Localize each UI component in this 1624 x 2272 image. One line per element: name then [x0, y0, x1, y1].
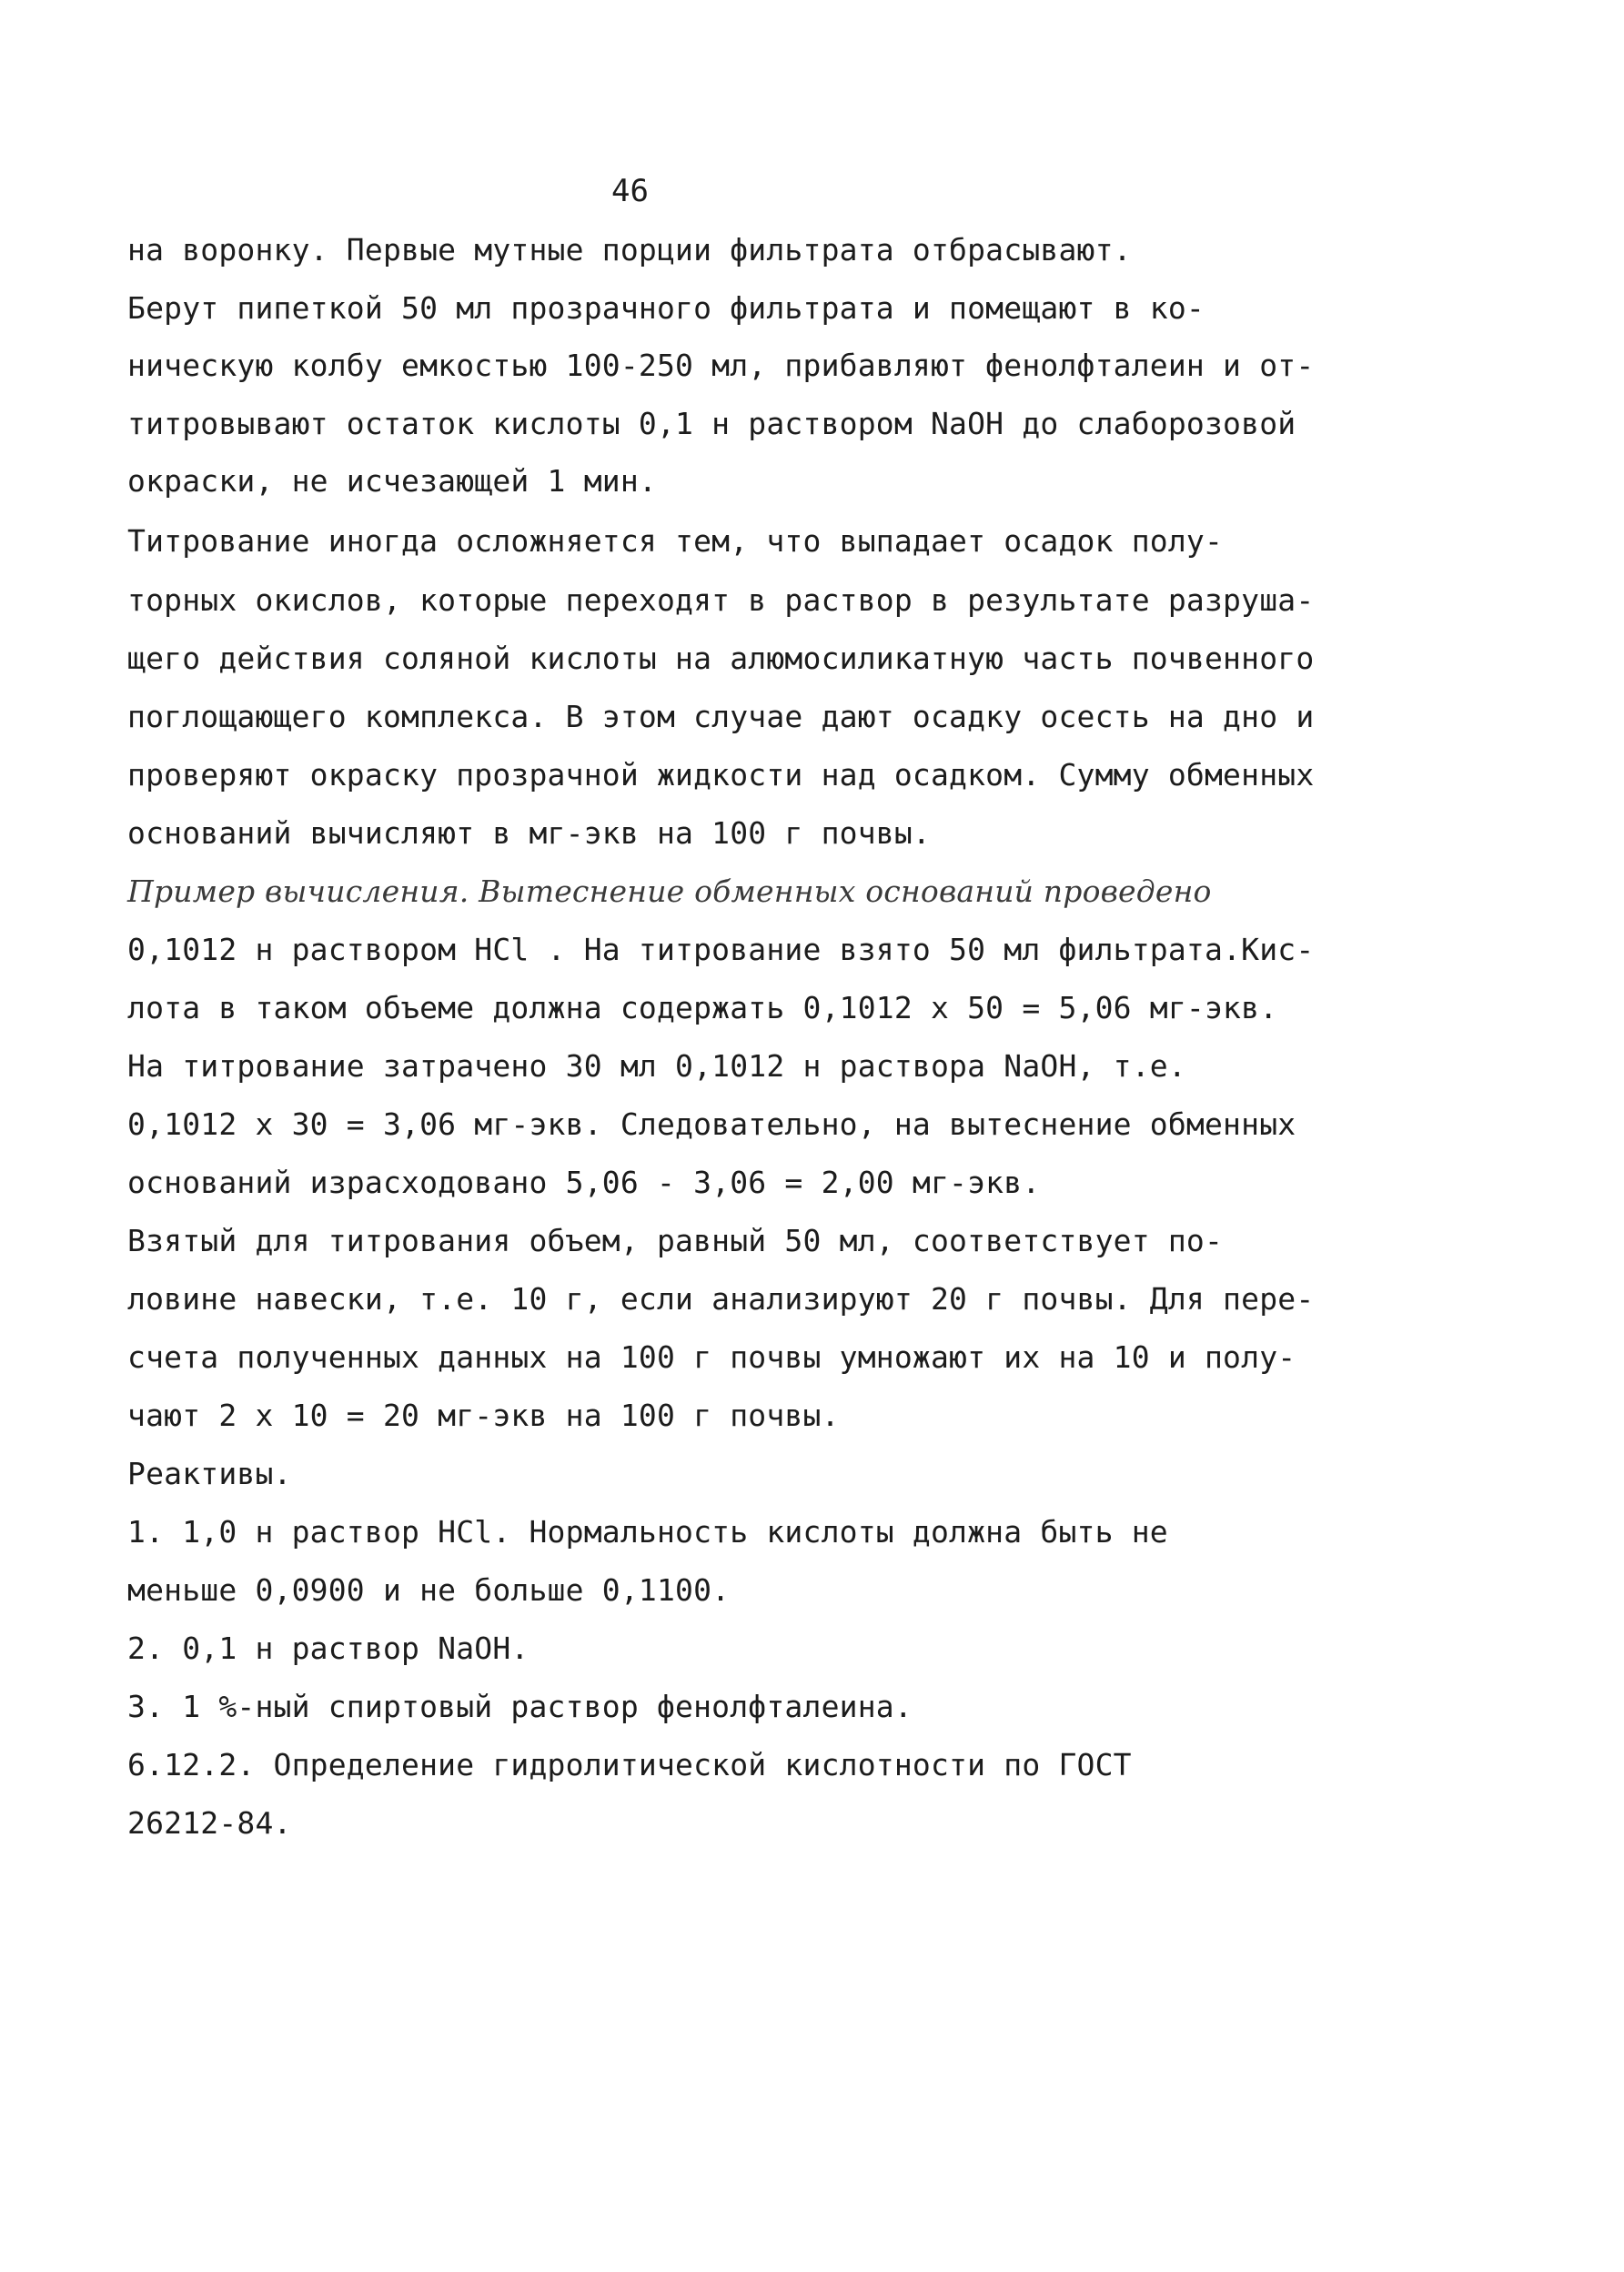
text-line: Берут пипеткой 50 мл прозрачного фильтрата и помещают в ко-: [127, 290, 1205, 326]
text-line: лота в таком объеме должна содержать 0,1012 х 50 = 5,06 мг-экв.: [127, 990, 1278, 1025]
reagents-heading: Реактивы.: [127, 1456, 292, 1491]
text-line: Титрование иногда осложняется тем, что выпадает осадок полу-: [127, 523, 1224, 559]
text-line: 1. 1,0 н раствор HCl. Нормальность кислоты должна быть не: [127, 1514, 1168, 1550]
text-line: оснований израсходовано 5,06 - 3,06 = 2,00 мг-экв.: [127, 1165, 1041, 1200]
text-line: окраски, не исчезающей 1 мин.: [127, 463, 657, 499]
section-heading-line: 6.12.2. Определение гидролитической кислотности по ГОСТ: [127, 1747, 1132, 1782]
example-heading-line: Пример вычисления. Вытеснение обменных оснований проведено: [127, 873, 1212, 909]
text-line: оснований вычисляют в мг-экв на 100 г почвы.: [127, 815, 931, 851]
text-line: 26212-84.: [127, 1805, 292, 1841]
page-number: 46: [611, 173, 649, 209]
text-line: чают 2 х 10 = 20 мг-экв на 100 г почвы.: [127, 1398, 840, 1433]
text-line: 2. 0,1 н раствор NaOH.: [127, 1631, 530, 1666]
text-line: Взятый для титрования объем, равный 50 мл, соответствует по-: [127, 1223, 1224, 1258]
text-line: ническую колбу емкостью 100-250 мл, прибавляют фенолфталеин и от-: [127, 348, 1315, 383]
text-line: титровывают остаток кислоты 0,1 н раствором NaOH до слаборозовой: [127, 406, 1296, 441]
text-line: на воронку. Первые мутные порции фильтрата отбрасывают.: [127, 232, 1132, 268]
text-line: торных окислов, которые переходят в раствор в результате разруша-: [127, 582, 1315, 618]
text-line: меньше 0,0900 и не больше 0,1100.: [127, 1572, 731, 1608]
text-line: 3. 1 %-ный спиртовый раствор фенолфталеина.: [127, 1689, 913, 1724]
text-line: щего действия соляной кислоты на алюмосиликатную часть почвенного: [127, 641, 1315, 676]
text-line: На титрование затрачено 30 мл 0,1012 н раствора NaOH, т.е.: [127, 1048, 1186, 1084]
text-line: ловине навески, т.е. 10 г, если анализируют 20 г почвы. Для пере-: [127, 1281, 1315, 1317]
text-line: 0,1012 х 30 = 3,06 мг-экв. Следовательно, на вытеснение обменных: [127, 1106, 1296, 1142]
text-line: счета полученных данных на 100 г почвы умножают их на 10 и полу-: [127, 1339, 1296, 1375]
text-line: проверяют окраску прозрачной жидкости над осадком. Сумму обменных: [127, 757, 1315, 793]
text-line: поглощающего комплекса. В этом случае дают осадку осесть на дно и: [127, 699, 1315, 734]
text-line: 0,1012 н раствором HCl . На титрование взято 50 мл фильтрата.Кис-: [127, 932, 1315, 967]
